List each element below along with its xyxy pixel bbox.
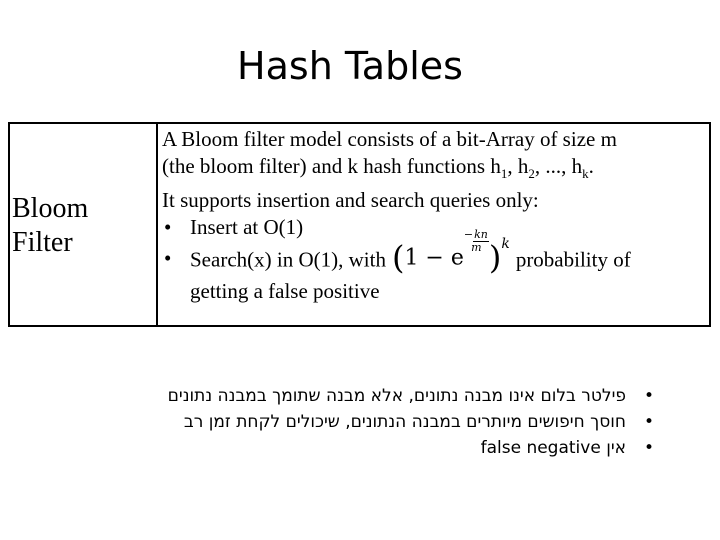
formula-exp-num: kn (474, 228, 488, 242)
bullet-dot-icon: • (643, 438, 654, 458)
note-item (94, 383, 654, 409)
slide-title: Hash Tables (237, 44, 463, 88)
definition-table (8, 122, 711, 327)
formula-base: 1 − e (404, 245, 464, 271)
bullet-dot-icon: • (643, 412, 654, 432)
term-cell (12, 192, 88, 260)
subscript-k: k (582, 166, 589, 182)
bullet-dot-icon: • (164, 246, 172, 271)
def-line-1: A Bloom filter model consists of a bit-Array of size m (162, 127, 617, 151)
table-divider (156, 124, 158, 325)
bullet-search (162, 228, 710, 304)
term-line-2: Filter (12, 227, 73, 258)
note-item (94, 409, 654, 435)
def-line-2-a: (the bloom filter) and k hash functions h (162, 154, 501, 178)
note-text: חוסך חיפושים מיותרים במבנה הנתונים, שיכולים לקחת זמן רב (183, 412, 626, 432)
def-line-2 (162, 153, 710, 187)
bullet-search-text-c: getting a false positive (190, 278, 380, 303)
bullet-search-text-a: Search(x) in O(1), with (190, 247, 386, 272)
formula-power: k (501, 236, 510, 253)
bullet-dot-icon: • (643, 386, 654, 406)
subscript-1: 1 (500, 166, 508, 182)
bullet-search-text-b: probability of (515, 247, 631, 272)
hebrew-notes (94, 383, 654, 461)
note-text: אין false negative (480, 438, 626, 458)
note-item (94, 435, 654, 461)
bullet-insert-text: Insert at O(1) (190, 215, 304, 240)
formula-close-paren: ) (488, 238, 502, 277)
note-text: פילטר בלום אינו מבנה נתונים, אלא מבנה שתומך במבנה נתונים (167, 386, 626, 406)
bullet-insert (162, 214, 710, 241)
false-positive-formula (391, 228, 510, 277)
def-line-3: It supports insertion and search queries only: (162, 188, 539, 213)
def-line-2-d: . (588, 154, 594, 178)
subscript-2: 2 (528, 166, 535, 182)
formula-exponent: −kn m (463, 228, 488, 255)
definition-cell (162, 126, 710, 305)
def-line-2-c: , ..., h (534, 154, 583, 178)
term-line-1: Bloom (12, 193, 89, 224)
formula-exp-den: m (471, 241, 482, 255)
def-line-2-b: , h (507, 154, 529, 178)
bullet-dot-icon: • (164, 215, 172, 240)
formula-open-paren: ( (391, 238, 405, 277)
